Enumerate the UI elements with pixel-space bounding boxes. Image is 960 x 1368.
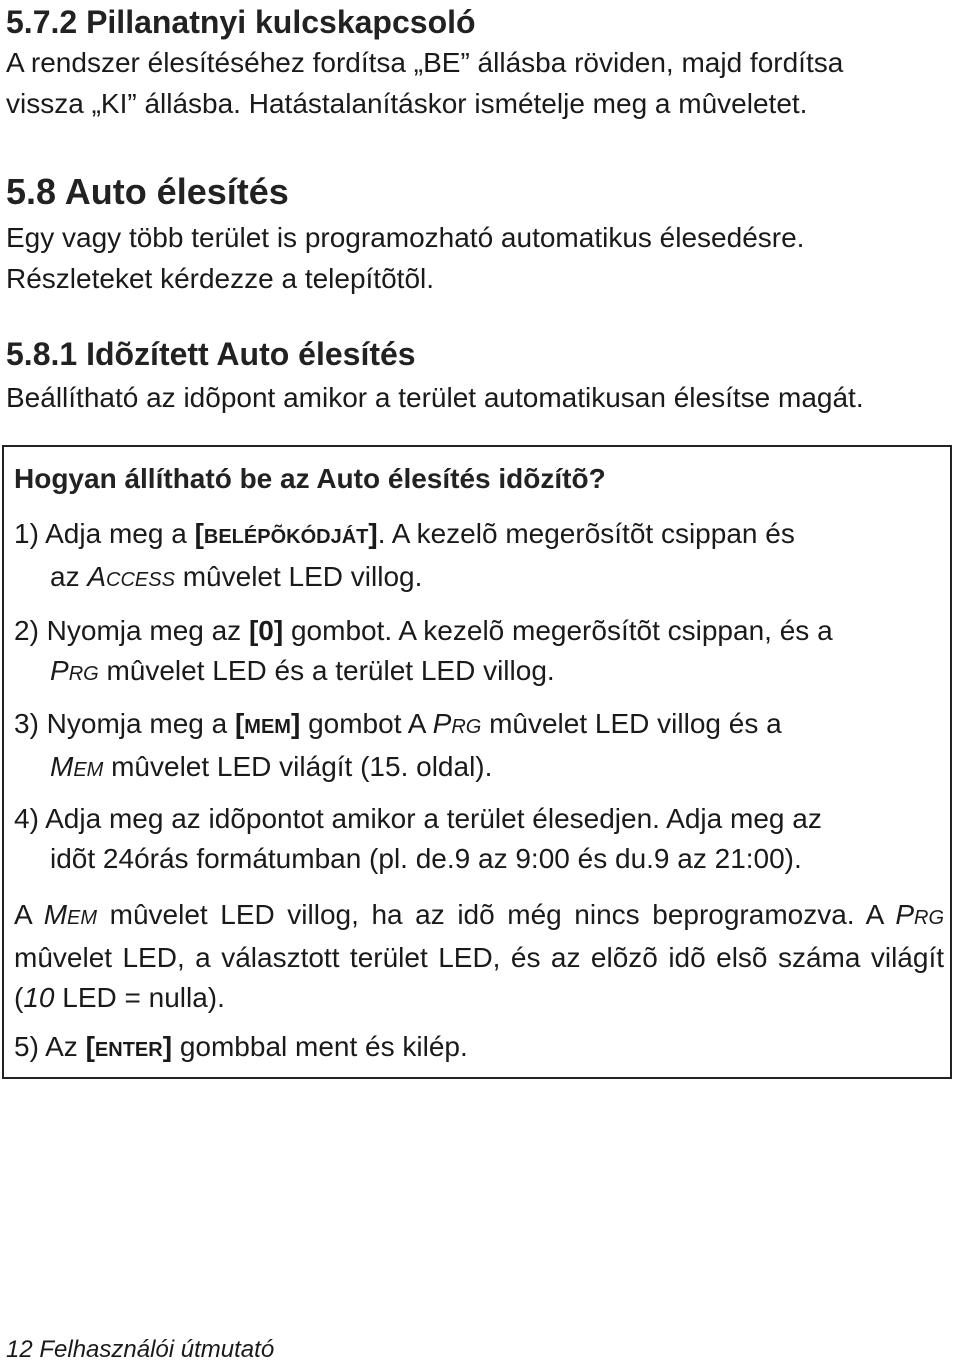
led-number: 10	[23, 982, 55, 1013]
step-2	[14, 611, 833, 694]
page-footer: 12 Felhasználói útmutató	[6, 1336, 275, 1363]
access-led-label: ACCESS	[87, 561, 175, 592]
body-line: vissza „KI” állásba. Hatástalanításkor ismételje meg a mûveletet.	[6, 88, 808, 119]
step-text: mûvelet LED világít (15. oldal).	[103, 751, 493, 782]
step-text: 4) Adja meg az idõpontot amikor a terület élesedjen. Adja meg az	[14, 803, 822, 834]
key-mem-label: [MEM]	[234, 708, 301, 739]
box-question: Hogyan állítható be az Auto élesítés idõzítõ?	[14, 463, 606, 494]
body-line: Egy vagy több terület is programozható automatikus élesedésre.	[6, 222, 805, 253]
prg-led-label: PRG	[895, 899, 944, 930]
mem-led-label: MEM	[43, 899, 98, 930]
key-code-label: [BELÉPÕKÓDJÁT]	[194, 518, 378, 549]
step-text: mûvelet LED villog és a	[481, 708, 782, 739]
mem-led-label: MEM	[50, 751, 104, 782]
step-text: gombbal ment és kilép.	[172, 1031, 468, 1062]
key-0-label: [0]	[248, 615, 284, 646]
step-text: 1) Adja meg a	[14, 518, 195, 549]
instruction-box	[2, 445, 952, 1079]
body-line: A rendszer élesítéséhez fordítsa „BE” állásba röviden, majd fordítsa	[6, 47, 844, 78]
prg-led-label: PRG	[432, 708, 482, 739]
step-text: mûvelet LED villog.	[174, 561, 423, 592]
step-text: . A kezelõ megerõsítõt csippan és	[377, 518, 795, 549]
section-5-7-2-title: 5.7.2 Pillanatnyi kulcskapcsoló	[6, 4, 476, 40]
section-5-8-1-body: Beállítható az idõpont amikor a terület automatikusan élesítse magát.	[6, 382, 864, 413]
step-3	[14, 704, 782, 790]
step-text: gombot A	[300, 708, 433, 739]
section-5-8-title: 5.8 Auto élesítés	[6, 171, 289, 212]
step-text: gombot. A kezelõ megerõsítõt csippan, és a	[283, 615, 833, 646]
step-4	[14, 799, 822, 879]
step-text: 3) Nyomja meg a	[14, 708, 235, 739]
step-text: idõt 24órás formátumban (pl. de.9 az 9:00 és du.9 az 21:00).	[50, 843, 802, 874]
key-enter-label: [ENTER]	[85, 1031, 173, 1062]
step-text: mûvelet LED és a terület LED villog.	[98, 655, 555, 686]
section-5-8-body	[6, 217, 804, 299]
step-1	[14, 514, 795, 600]
step-text: az	[50, 561, 88, 592]
led-note: A MEM mûvelet LED villog, ha az idõ még nincs beprogramozva. A PRG mûvelet LED, a választott terület LED, és az elõzõ idõ elsõ száma világít (10 LED = nulla).	[14, 899, 944, 1013]
section-5-7-2-body	[6, 42, 843, 124]
step-text: 2) Nyomja meg az	[14, 615, 249, 646]
body-line: Részleteket kérdezze a telepítõtõl.	[6, 263, 435, 294]
section-5-8-1-title: 5.8.1 Idõzített Auto élesítés	[6, 336, 416, 372]
step-5	[14, 1027, 468, 1070]
prg-led-label: PRG	[50, 655, 99, 686]
step-text: 5) Az	[14, 1031, 86, 1062]
